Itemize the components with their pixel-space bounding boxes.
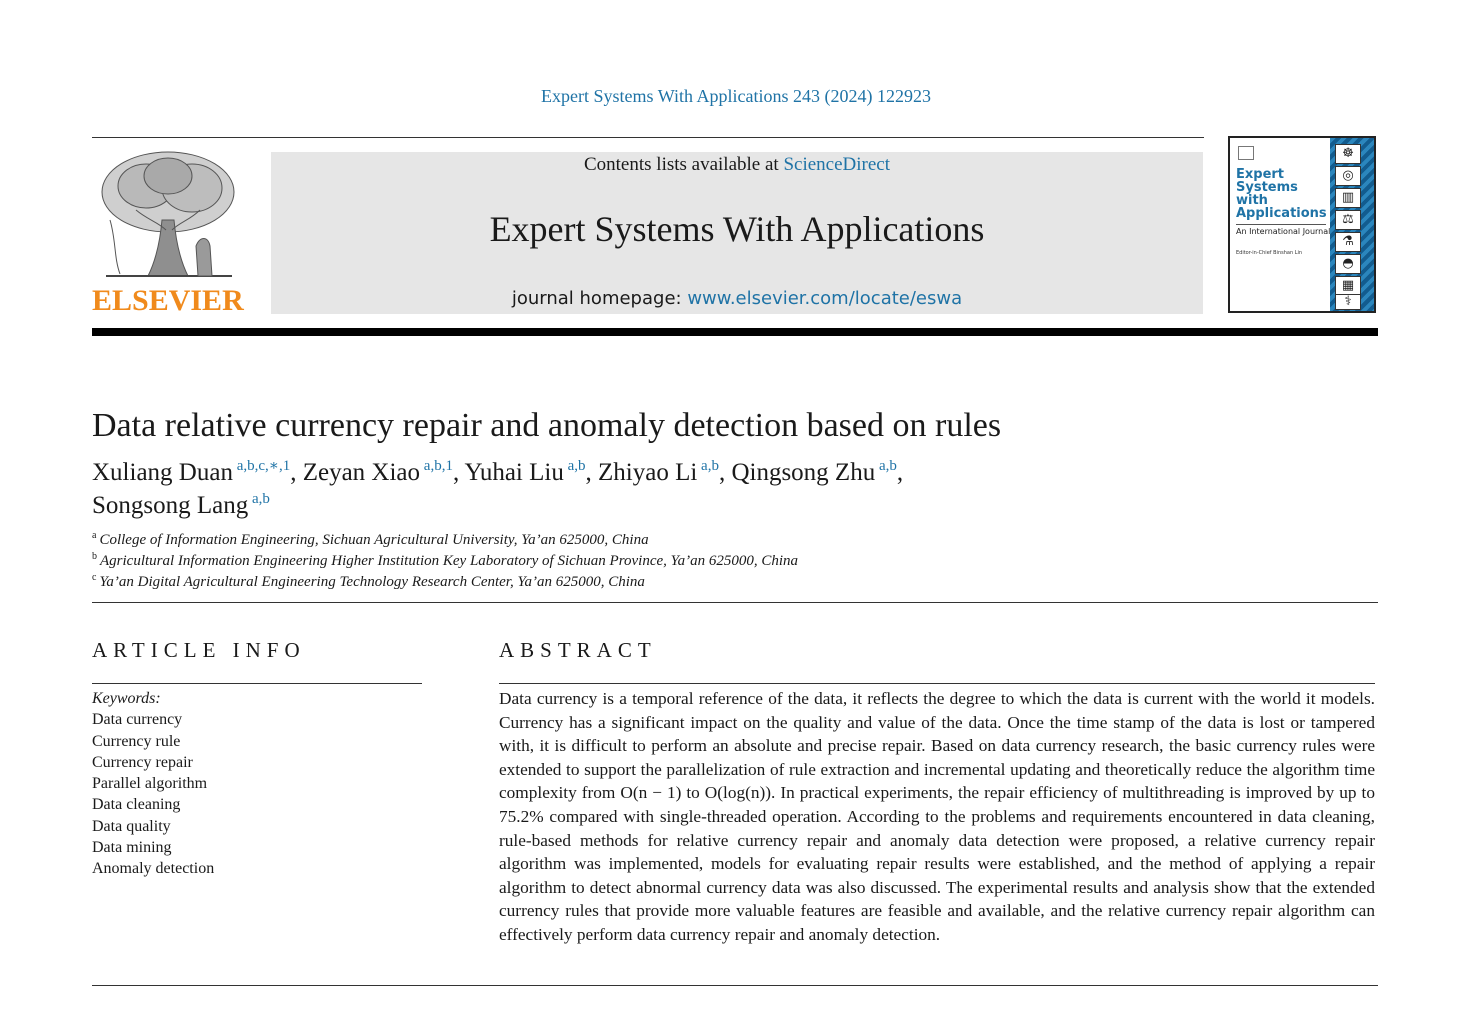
author-separator: , [718,459,732,486]
author-separator: , [452,459,465,486]
sciencedirect-link[interactable]: ScienceDirect [783,154,891,175]
keywords-block [92,688,422,880]
cover-title-line: with [1236,193,1268,208]
author-affiliation-marks[interactable]: a,b,c,∗,1 [236,458,291,474]
affiliation [92,572,1292,593]
author-separator: , [585,459,598,486]
author-affiliation-marks[interactable]: a,b [252,491,270,507]
steering-icon: ☸ [1335,144,1361,164]
keyword[interactable]: Data cleaning [92,796,181,814]
affiliation [92,551,1292,572]
journal-banner [271,152,1203,314]
affiliation-text: College of Information Engineering, Sichuan Agricultural University, Ya’an 625000, China [99,532,649,548]
elsevier-tree-icon [96,150,240,282]
cover-subtitle: An International Journal [1236,227,1331,236]
header-thick-rule [92,328,1378,336]
elsevier-wordmark: ELSEVIER [92,284,244,317]
cover-title-line: Expert [1236,167,1285,182]
contents-line [271,154,1203,176]
author-affiliation-marks[interactable]: a,b [567,458,586,474]
keyword[interactable]: Parallel algorithm [92,775,208,793]
keyword-list [92,709,422,879]
homepage-prefix: journal homepage: [511,288,688,309]
elsevier-logo [92,150,242,318]
keyword[interactable]: Currency rule [92,732,181,750]
journal-title: Expert Systems With Applications [489,209,985,249]
author-name[interactable]: Songsong Lang [92,492,249,519]
article-info-heading: ARTICLE INFO [92,638,306,662]
cover-rule [1236,224,1326,225]
affiliation [92,530,1292,551]
affiliation-mark: a [92,530,97,541]
bars-icon: ▥ [1335,188,1361,208]
cover-title-line: Systems [1236,180,1298,195]
author-affiliation-marks[interactable]: a,b [701,458,719,474]
homepage-link[interactable]: www.elsevier.com/locate/eswa [687,288,963,309]
header-top-rule [92,137,1204,138]
abstract-text: Data currency is a temporal reference of the data, it reflects the degree to which the data is current with the world it models. Currency has a significant impact on the quality and value of the data. Once the time stamp of the data is lost or tampered with, it is difficult to perform an absolute and precise repair. Based on data currency research, the basic currency rules were extended to support the parallelization of rule extraction and incremental updating and theoretically reduce the algorithm time complexity from O(n − 1) to O(log(n)). In practical experiments, the repair efficiency of multithreading is improved by up to 75.2% compared with single-threaded operation. According to the problems and requirements encountered in data cleaning, rule-based methods for relative currency repair and anomaly data detection were proposed, a relative currency repair algorithm was implemented, models for evaluating repair results were established, and the method of applying a repair algorithm to detect abnormal currency data was also discussed. The experimental results and analysis show that the extended currency rules that provide more valuable features are feasible and available, and the relative currency repair algorithm can effectively perform data currency repair and anomaly detection. [499,689,1375,944]
keywords-label: Keywords: [92,690,161,707]
keyword[interactable]: Anomaly detection [92,860,215,878]
abstract-rule [499,683,1375,684]
author-name[interactable]: Xuliang Duan [92,459,233,486]
article-title: Data relative currency repair and anomaly detection based on rules [92,407,1002,444]
affiliation-mark: b [92,551,97,562]
section-rule [92,602,1378,603]
affiliation-text: Ya’an Digital Agricultural Engineering Technology Research Center, Ya’an 625000, China [99,574,645,590]
caduceus-icon: ⚕ [1335,294,1361,310]
author-name[interactable]: Yuhai Liu [464,459,564,486]
abstract-heading: ABSTRACT [499,638,657,662]
helmet-icon: ◓ [1335,254,1361,274]
abstract-bottom-rule [92,985,1378,986]
gauge-icon: ◎ [1335,166,1361,186]
author-name[interactable]: Zeyan Xiao [302,459,421,486]
microscope-icon: ⚗ [1335,232,1361,252]
author-separator: , [896,459,904,486]
author-separator: , [290,459,303,486]
cover-title [1236,168,1332,220]
cover-icon-strip [1330,138,1374,311]
affiliation-text: Agricultural Information Engineering Higher Institution Key Laboratory of Sichuan Province, Ya’an 625000, China [100,553,799,569]
keyword[interactable]: Data currency [92,711,183,729]
scales-icon: ⚖ [1335,210,1361,230]
journal-citation[interactable]: Expert Systems With Applications 243 (2024) 122923 [541,86,931,106]
cover-title-line: Applications [1236,206,1327,221]
cover-editor: Editor-in-Chief Binshan Lin [1236,250,1303,256]
cover-logo-icon [1238,146,1254,160]
author-name[interactable]: Qingsong Zhu [731,459,876,486]
author-name[interactable]: Zhiyao Li [598,459,698,486]
homepage-line [271,288,1203,309]
affiliation-list [92,530,1292,593]
author-list [92,456,1092,522]
grid-icon: ▦ [1335,276,1361,296]
contents-prefix: Contents lists available at [583,154,784,175]
author-affiliation-marks[interactable]: a,b,1 [423,458,453,474]
keyword[interactable]: Currency repair [92,753,193,771]
article-info-rule [92,683,422,684]
keyword[interactable]: Data mining [92,839,172,857]
journal-cover[interactable] [1228,136,1376,313]
keyword[interactable]: Data quality [92,817,171,835]
author-affiliation-marks[interactable]: a,b [878,458,897,474]
affiliation-mark: c [92,572,97,583]
